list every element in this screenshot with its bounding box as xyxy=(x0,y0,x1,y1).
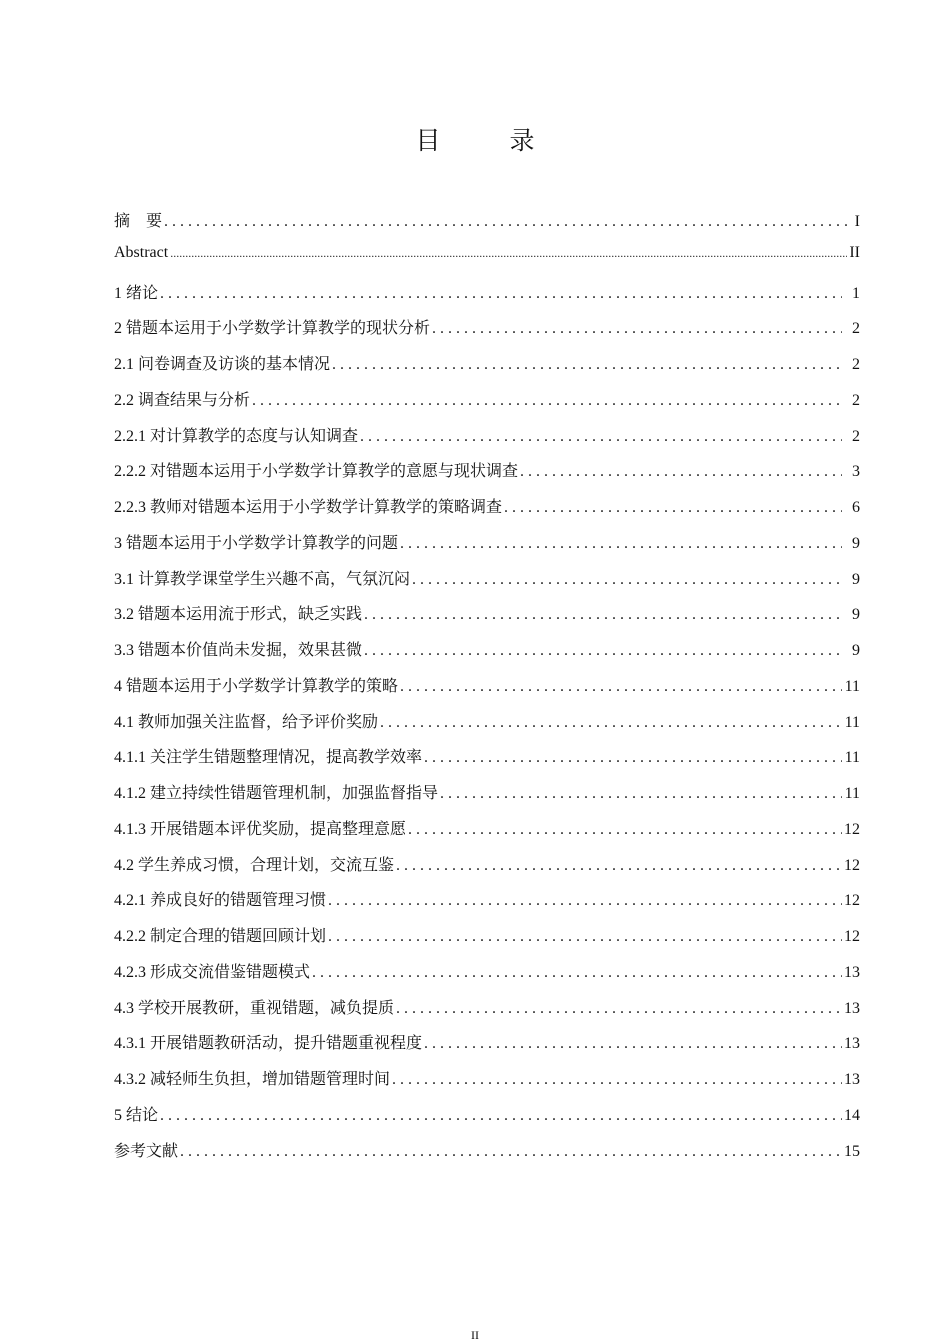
toc-entry-page: 11 xyxy=(844,749,860,767)
dot-leader xyxy=(180,1143,842,1161)
toc-entry-label: 2.2 调查结果与分析 xyxy=(114,391,251,409)
toc-entry-page: 3 xyxy=(852,463,860,481)
toc-entry-page: 11 xyxy=(844,677,860,695)
toc-entry-page: 15 xyxy=(844,1142,860,1160)
toc-entry[interactable] xyxy=(114,351,860,387)
toc-entry-page: 11 xyxy=(844,713,860,731)
toc-entry-page: 13 xyxy=(844,963,860,981)
dot-leader xyxy=(312,964,842,982)
toc-entry-label: Abstract xyxy=(114,243,169,261)
toc-entry-page: 12 xyxy=(844,928,860,945)
dot-leader xyxy=(400,678,842,696)
page-number: II xyxy=(471,1328,479,1342)
toc-entry-page: 12 xyxy=(844,856,860,874)
toc-entry-label: 3.1 计算教学课堂学生兴趣不高，气氛沉闷 xyxy=(114,570,411,588)
toc-entry-label: 4.3 学校开展教研，重视错题，减负提质 xyxy=(114,999,395,1017)
toc-entry-label: 5 结论 xyxy=(114,1106,159,1124)
toc-entry[interactable] xyxy=(114,995,860,1031)
dot-leader xyxy=(328,928,842,946)
toc-entry-label: 2 错题本运用于小学数学计算教学的现状分析 xyxy=(114,320,431,338)
toc-entry-page: II xyxy=(849,243,860,261)
toc-entry-page: 14 xyxy=(844,1106,860,1124)
dot-leader xyxy=(504,499,842,517)
dot-leader xyxy=(160,1107,842,1125)
toc-entry[interactable] xyxy=(114,208,860,244)
toc-entry-page: 12 xyxy=(844,892,860,910)
toc-entry-label: 4.1.3 开展错题本评优奖励，提高整理意愿 xyxy=(114,820,407,838)
toc-entry[interactable] xyxy=(114,637,860,673)
toc-entry-label: 3.2 错题本运用流于形式，缺乏实践 xyxy=(114,606,363,624)
toc-entry-page: 6 xyxy=(852,499,860,516)
toc-entry[interactable] xyxy=(114,852,860,888)
toc-entry-label: 2.2.3 教师对错题本运用于小学数学计算教学的策略调查 xyxy=(114,499,503,516)
dot-leader xyxy=(424,749,842,767)
dot-leader xyxy=(364,606,842,624)
toc-entry-label: 3.3 错题本价值尚未发掘，效果甚微 xyxy=(114,642,363,659)
dot-leader xyxy=(424,1035,842,1053)
dot-leader xyxy=(170,244,847,262)
toc-entry-label: 4.3.1 开展错题教研活动，提升错题重视程度 xyxy=(114,1035,423,1053)
toc-entry[interactable] xyxy=(114,423,860,459)
toc-entry-page: 11 xyxy=(844,785,860,802)
toc-entry[interactable] xyxy=(114,458,860,494)
toc-entry-page: I xyxy=(854,213,860,230)
toc-entry[interactable] xyxy=(114,315,860,351)
toc-entry[interactable] xyxy=(114,601,860,637)
toc-entry[interactable] xyxy=(114,923,860,959)
toc-entry-label: 1 绪论 xyxy=(114,284,159,302)
toc-entry-label: 4.2.3 形成交流借鉴错题模式 xyxy=(114,963,311,981)
toc-title: 目 录 xyxy=(415,126,557,155)
toc-entry-page: 12 xyxy=(844,820,860,838)
toc-entry-label: 2.2.1 对计算教学的态度与认知调查 xyxy=(114,427,359,445)
dot-leader xyxy=(432,320,842,338)
toc-entry-page: 2 xyxy=(852,391,860,409)
dot-leader xyxy=(520,463,842,481)
dot-leader xyxy=(332,356,842,374)
dot-leader xyxy=(396,857,842,875)
toc-entry-label: 3 错题本运用于小学数学计算教学的问题 xyxy=(114,534,399,552)
toc-entry-page: 9 xyxy=(852,606,860,624)
dot-leader xyxy=(164,213,853,231)
toc-entry-page: 2 xyxy=(852,427,860,445)
toc-entry-label: 4.1.2 建立持续性错题管理机制，加强监督指导 xyxy=(114,785,439,802)
dot-leader xyxy=(328,892,842,910)
toc-entry-page: 9 xyxy=(852,570,860,588)
toc-entry[interactable] xyxy=(114,530,860,566)
toc-entry-page: 13 xyxy=(844,1035,860,1053)
toc-list xyxy=(114,208,860,1173)
toc-entry[interactable] xyxy=(114,244,860,280)
toc-entry[interactable] xyxy=(114,780,860,816)
toc-entry[interactable] xyxy=(114,673,860,709)
toc-entry-label: 摘 要 xyxy=(114,213,163,230)
dot-leader xyxy=(412,571,842,589)
dot-leader xyxy=(408,821,842,839)
toc-entry[interactable] xyxy=(114,1066,860,1102)
dot-leader xyxy=(440,785,842,803)
toc-entry[interactable] xyxy=(114,387,860,423)
toc-entry[interactable] xyxy=(114,494,860,530)
toc-entry-label: 2.1 问卷调查及访谈的基本情况 xyxy=(114,356,331,373)
dot-leader xyxy=(396,1000,842,1018)
toc-entry[interactable] xyxy=(114,1102,860,1138)
toc-entry-label: 4.3.2 减轻师生负担，增加错题管理时间 xyxy=(114,1071,391,1088)
toc-entry-page: 13 xyxy=(844,999,860,1017)
toc-entry-page: 9 xyxy=(852,534,860,552)
toc-entry-label: 4.2.2 制定合理的错题回顾计划 xyxy=(114,928,327,945)
toc-entry[interactable] xyxy=(114,744,860,780)
toc-entry[interactable] xyxy=(114,709,860,745)
dot-leader xyxy=(160,285,842,303)
dot-leader xyxy=(252,392,842,410)
dot-leader xyxy=(364,642,842,660)
toc-entry-label: 4.1.1 关注学生错题整理情况，提高教学效率 xyxy=(114,749,423,767)
toc-entry-page: 2 xyxy=(852,320,860,338)
toc-entry-label: 参考文献 xyxy=(114,1142,179,1160)
toc-entry-page: 2 xyxy=(852,356,860,373)
toc-entry-page: 1 xyxy=(852,284,860,302)
toc-entry-label: 2.2.2 对错题本运用于小学数学计算教学的意愿与现状调查 xyxy=(114,463,519,481)
toc-entry[interactable] xyxy=(114,816,860,852)
dot-leader xyxy=(380,714,842,732)
dot-leader xyxy=(360,428,842,446)
toc-entry[interactable] xyxy=(114,959,860,995)
toc-entry-label: 4.2 学生养成习惯，合理计划，交流互鉴 xyxy=(114,856,395,874)
toc-entry-label: 4.2.1 养成良好的错题管理习惯 xyxy=(114,892,327,910)
toc-entry-label: 4 错题本运用于小学数学计算教学的策略 xyxy=(114,677,399,695)
dot-leader xyxy=(392,1071,842,1089)
toc-entry[interactable] xyxy=(114,887,860,923)
toc-entry-label: 4.1 教师加强关注监督，给予评价奖励 xyxy=(114,713,379,731)
toc-entry-page: 9 xyxy=(852,642,860,659)
toc-entry[interactable] xyxy=(114,1030,860,1066)
dot-leader xyxy=(400,535,842,553)
toc-entry[interactable] xyxy=(114,280,860,316)
toc-entry-page: 13 xyxy=(844,1071,860,1088)
toc-entry[interactable] xyxy=(114,566,860,602)
toc-entry[interactable] xyxy=(114,1138,860,1174)
